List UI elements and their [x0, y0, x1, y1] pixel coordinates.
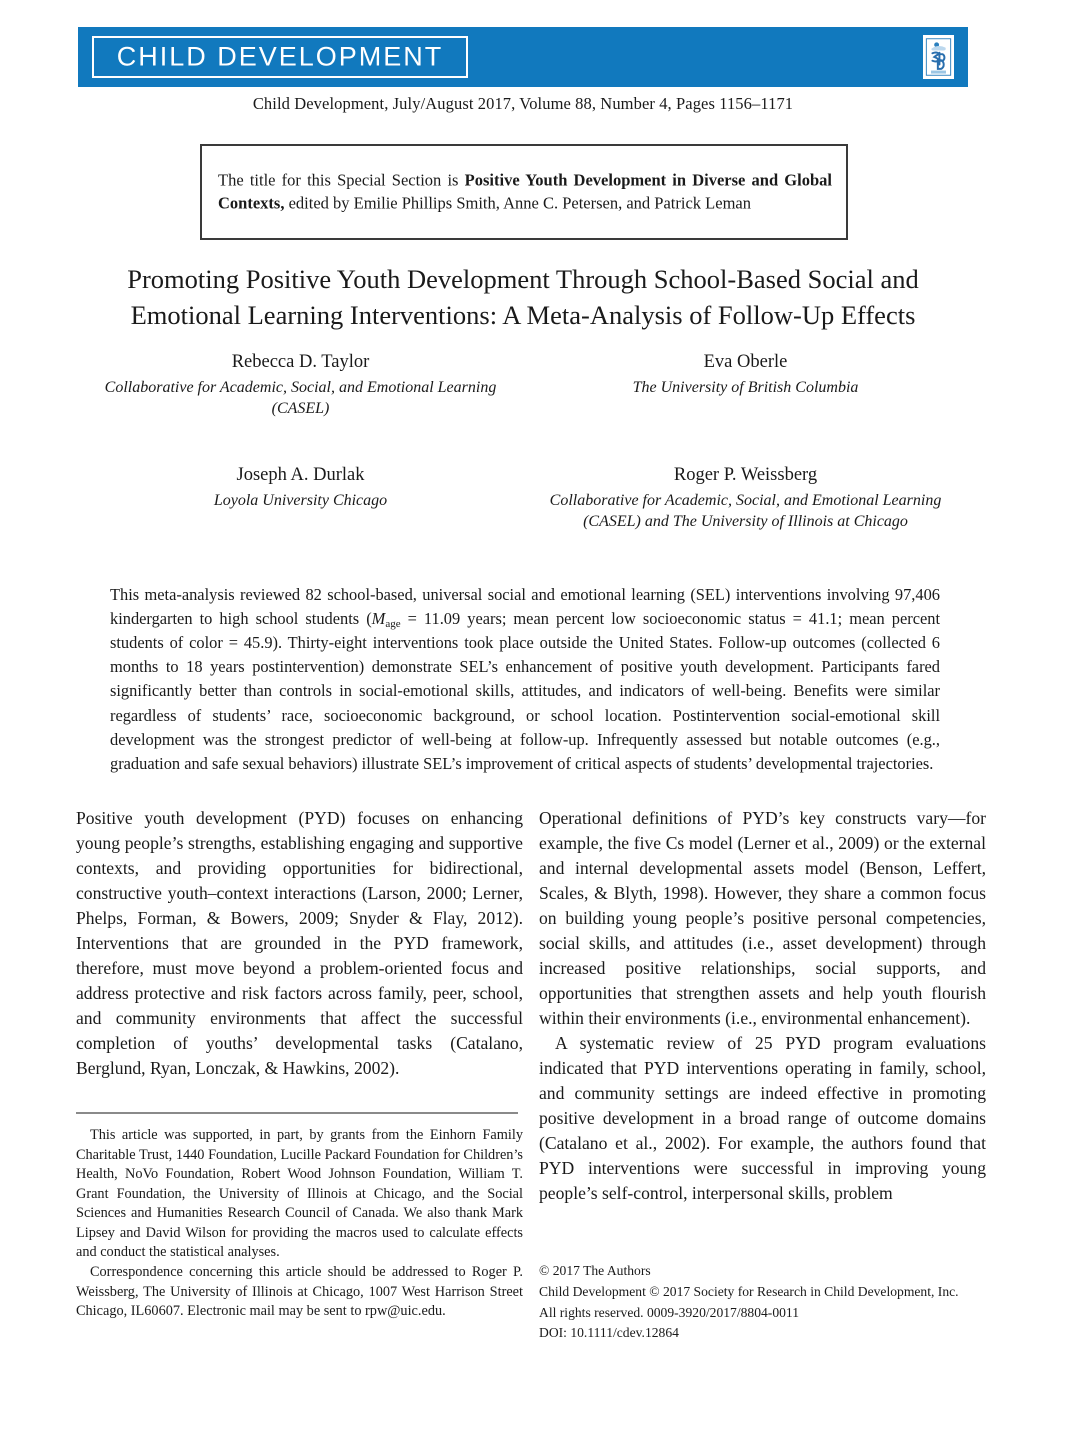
masthead-band: [78, 27, 968, 87]
special-section-text: [218, 169, 832, 216]
footnote-paragraph-funding: This article was supported, in part, by grants from the Einhorn Family Charitable Trust, 1440 Foundation, Lucille Packard Foundation for Children’s Health, NoVo Foundation, Robert Wood Johnson Foundation, William T. Grant Foundation, the University of Illinois at Chicago, and the Social Sciences and Humanities Research Council of Canada. We also thank Mark Lipsey and David Wilson for providing the macros used to calculate effects and conduct the statistical analyses.: [76, 1127, 523, 1261]
footnote-divider: [76, 1112, 518, 1114]
body-paragraph: Operational definitions of PYD’s key constructs vary—for example, the five Cs model (Lerner et al., 2009) or the external and internal developmental assets model (Benson, Leffert, Scales, & Blyth, 1998). However, they share a common focus on building young people’s positive personal competencies, social skills, and attitudes (i.e., asset development) through increased positive relationships, social supports, and opportunities that strengthen assets and help youth flourish within their environments (i.e., environmental enhancement).: [539, 808, 986, 1028]
journal-name: CHILD DEVELOPMENT: [116, 41, 444, 72]
copyright-block: [539, 1261, 986, 1344]
article-title-line-2: Emotional Learning Interventions: A Meta-Analysis of Follow-Up Effects: [130, 299, 916, 330]
author-name: Eva Oberle: [703, 352, 788, 372]
footnote-paragraph-correspondence: Correspondence concerning this article should be addressed to Roger P. Weissberg, The University of Illinois at Chicago, 1007 West Harrison Street Chicago, IL60607. Electronic mail may be sent to rpw@uic.edu.: [76, 1264, 523, 1320]
copyright-line-authors: © 2017 The Authors: [539, 1263, 651, 1278]
abstract-m-symbol: M: [371, 609, 386, 629]
author-affiliation: The University of British Columbia: [632, 378, 859, 396]
special-section-box: [200, 144, 848, 240]
footnote-block: [76, 1112, 523, 1322]
article-title-line-1: Promoting Positive Youth Development Through School-Based Social and: [127, 264, 919, 294]
author-affiliation: Collaborative for Academic, Social, and Emotional Learning (CASEL) and The University of Illinois at Chicago: [549, 492, 942, 531]
special-section-lead-in: The title for this Special Section is: [218, 170, 465, 190]
copyright-line-rights: All rights reserved. 0009-3920/2017/8804-0011: [539, 1304, 800, 1320]
abstract-m-subscript: age: [385, 618, 401, 631]
author-row-1: [78, 350, 968, 419]
author-row-2: [78, 463, 968, 532]
abstract-part-2: = 11.09 years; mean percent low socioeconomic status = 41.1; mean percent students of color = 45.9). Thirty-eight interventions took place outside the United States. Follow-up outcomes (collected 6 months to 18 years postintervention) demonstrate SEL’s enhancement of positive youth development. Participants fared significantly better than controls in social-emotional skills, attitudes, and indicators of well-being. Benefits were similar regardless of students’ race, socioeconomic background, or school location. Postintervention social-emotional skill development was the strongest predictor of well-being at follow-up. Infrequently assessed but notable outcomes (e.g., graduation and safe sexual behaviors) illustrate SEL’s improvement of critical aspects of students’ developmental trajectories.: [110, 609, 940, 773]
author-name: Rebecca D. Taylor: [231, 352, 370, 372]
special-section-editors: edited by Emilie Phillips Smith, Anne C. Petersen, and Patrick Leman: [284, 194, 751, 213]
author-entry-taylor: [78, 350, 523, 419]
author-name: Roger P. Weissberg: [673, 465, 818, 486]
body-column-left: [76, 806, 523, 1081]
author-block: [78, 350, 968, 532]
author-affiliation: Collaborative for Academic, Social, and Emotional Learning (CASEL): [104, 378, 497, 418]
srcd-logo-icon: [923, 35, 954, 79]
special-section-title: Positive Youth Development in Diverse and Global Contexts,: [218, 170, 832, 213]
body-paragraph: A systematic review of 25 PYD program evaluations indicated that PYD interventions operating in family, school, and community settings are indeed effective in promoting positive development in a broad range of outcome domains (Catalano et al., 2002). For example, the authors found that PYD interventions were successful in improving young people’s self-control, interpersonal skills, problem: [539, 1032, 986, 1203]
journal-citation-line: Child Development, July/August 2017, Volume 88, Number 4, Pages 1156–1171: [252, 94, 794, 113]
author-entry-durlak: [78, 463, 523, 532]
body-column-right: [539, 806, 986, 1206]
abstract: [110, 583, 940, 776]
abstract-part-1: This meta-analysis reviewed 82 school-based, universal social and emotional learning (SEL) interventions involving 97,406 kindergarten to high school students (: [110, 585, 940, 629]
author-name: Joseph A. Durlak: [236, 465, 365, 486]
author-affiliation: Loyola University Chicago: [213, 492, 388, 510]
journal-name-box: [92, 36, 468, 78]
body-paragraph: Positive youth development (PYD) focuses on enhancing young people’s strengths, establishing engaging and supportive contexts, and providing opportunities for bidirectional, constructive youth–context interactions (Larson, 2000; Lerner, Phelps, Forman, & Bowers, 2009; Snyder & Flay, 2012). Interventions that are grounded in the PYD framework, therefore, must move beyond a problem-oriented focus and address protective and risk factors across family, peer, school, and community environments that affect the successful completion of youths’ developmental tasks (Catalano, Berglund, Ryan, Lonczak, & Hawkins, 2002).: [76, 808, 523, 1078]
copyright-line-doi: DOI: 10.1111/cdev.12864: [539, 1325, 679, 1341]
author-entry-oberle: [523, 350, 968, 419]
copyright-line-society: Child Development © 2017 Society for Research in Child Development, Inc.: [539, 1283, 959, 1299]
article-title: [78, 262, 968, 333]
author-entry-weissberg: [523, 463, 968, 532]
